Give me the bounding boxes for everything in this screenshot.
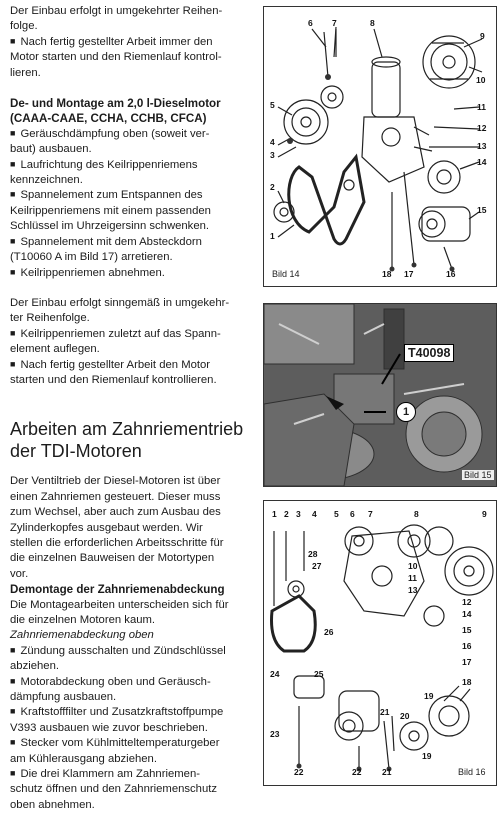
diesel-bullet-cont: Keilrippenriemens mit einem passenden — [10, 204, 211, 217]
diesel-bullet: ■ Spannelement mit dem Absteckdorn — [10, 235, 252, 250]
callout-number: 19 — [424, 691, 434, 701]
callout-number: 11 — [408, 573, 417, 583]
figure-bild-16 — [263, 500, 497, 786]
diesel-bullet-cont: (T10060 A im Bild 17) arretieren. — [10, 251, 173, 264]
section-heading-line: Arbeiten am Zahnriementrieb — [10, 419, 244, 440]
callout-number: 6 — [350, 509, 355, 519]
section-heading-line: der TDI-Motoren — [10, 441, 142, 462]
callout-number: 4 — [270, 137, 275, 147]
callout-number: 8 — [370, 18, 375, 28]
callout-number: 3 — [296, 509, 301, 519]
diesel-heading-codes: (CAAA-CAAE, CCHA, CCHB, CFCA) — [10, 112, 207, 126]
callout-number: 16 — [446, 269, 456, 279]
callout-number: 2 — [284, 509, 289, 519]
diesel-bullet-cont: baut) ausbauen. — [10, 143, 92, 156]
einbau-bullet: ■ Keilrippenriemen zuletzt auf das Spann- — [10, 327, 252, 342]
section-body — [10, 474, 252, 582]
callout-number: 1 — [272, 509, 277, 519]
diesel-bullet: ■ Laufrichtung des Keilrippenriemens — [10, 158, 252, 173]
einbau-line: ter Reihenfolge. — [10, 312, 90, 325]
callout-number: 23 — [270, 729, 280, 739]
body-line: die einzelnen Bauweisen der Motortypen — [10, 552, 215, 565]
callout-number: 18 — [382, 269, 392, 279]
callout-number: 11 — [477, 102, 486, 112]
body-line: stellen die erforderlichen Arbeitsschritte für — [10, 536, 224, 549]
body-line: Zylinderkopfes ausgebaut werden. Wir — [10, 521, 203, 534]
callout-number: 9 — [480, 31, 485, 41]
final-bullet-cont: schutz öffnen und den Zahnriemenschutz — [10, 783, 218, 796]
callout-number: 5 — [334, 509, 339, 519]
body-line: zum Wechsel, aber auch zum Ausbau des — [10, 506, 221, 519]
figure-bild-14 — [263, 6, 497, 287]
callout-number: 14 — [477, 157, 487, 167]
final-bullet-cont: am Kühlerausgang abziehen. — [10, 752, 157, 765]
callout-number: 18 — [462, 677, 472, 687]
callout-number: 13 — [408, 585, 418, 595]
diesel-heading: De- und Montage am 2,0 l-Dieselmotor — [10, 97, 221, 111]
figure-caption: Bild 14 — [272, 269, 300, 279]
intro-bullet: ■ Nach fertig gestellter Arbeit immer den — [10, 35, 252, 50]
callout-number: 1 — [270, 231, 275, 241]
callout-number: 27 — [312, 561, 322, 571]
callout-number: 17 — [404, 269, 414, 279]
callout-number: 10 — [476, 75, 486, 85]
callout-number: 14 — [462, 609, 472, 619]
final-bullet: ■ Motorabdeckung oben und Geräusch- — [10, 675, 252, 690]
diesel-bullet-cont: kennzeichnen. — [10, 174, 83, 187]
callout-circle: 1 — [396, 402, 416, 422]
callout-number: 10 — [408, 561, 418, 571]
callout-number: 3 — [270, 150, 275, 160]
demontage-line: Die Montagearbeiten unterscheiden sich für — [10, 598, 229, 611]
diesel-bullet: ■ Keilrippenriemen abnehmen. — [10, 266, 252, 281]
engine-photo — [264, 304, 496, 486]
einbau-bullet: ■ Nach fertig gestellter Arbeit den Motor — [10, 358, 252, 373]
callout-number: 5 — [270, 100, 275, 110]
body-line: einen Zahnriemen gesteuert. Dieser muss — [10, 490, 221, 503]
callout-number: 12 — [477, 123, 487, 133]
text-column — [10, 4, 252, 813]
final-bullet-cont: dämpfung ausbauen. — [10, 691, 117, 704]
callout-number: 9 — [482, 509, 487, 519]
callout-number: 2 — [270, 182, 275, 192]
diesel-bullet: ■ Spannelement zum Entspannen des — [10, 188, 252, 203]
callout-number: 20 — [400, 711, 410, 721]
callout-number: 21 — [380, 707, 390, 717]
final-bullet-cont: V393 ausbauen wie zuvor beschrieben. — [10, 721, 208, 734]
final-bullet: ■ Zündung ausschalten und Zündschlüssel — [10, 644, 252, 659]
callout-number: 21 — [382, 767, 392, 777]
figure-caption: Bild 15 — [464, 470, 492, 480]
callout-number: 13 — [477, 141, 487, 151]
diesel-block — [10, 96, 252, 281]
final-bullet: ■ Die drei Klammern am Zahnriemen- — [10, 767, 252, 782]
final-bullet: ■ Kraftstofffilter und Zusatzkraftstoffpumpe — [10, 705, 252, 720]
final-bullet: ■ Stecker vom Kühlmitteltemperaturgeber — [10, 736, 252, 751]
einbau-bullet-cont: element auflegen. — [10, 343, 100, 356]
einbau-block — [10, 296, 252, 388]
intro-line: folge. — [10, 20, 38, 33]
figure-bild-15 — [263, 303, 497, 487]
callout-number: 4 — [312, 509, 317, 519]
tool-label: T40098 — [404, 344, 454, 362]
callout-number: 16 — [462, 641, 472, 651]
callout-number: 17 — [462, 657, 472, 667]
belt-drive-exploded-diagram — [264, 7, 496, 286]
callout-number: 7 — [332, 18, 337, 28]
callout-number: 19 — [422, 751, 432, 761]
diesel-bullet-cont: Schlüssel im Uhrzeigersinn schwenken. — [10, 220, 210, 233]
einbau-bullet-cont: starten und den Riemenlauf kontrollieren. — [10, 373, 217, 386]
intro-bullet-cont: Motor starten und den Riemenlauf kontrol- — [10, 51, 222, 64]
body-line: Der Ventiltrieb der Diesel-Motoren ist über — [10, 475, 221, 488]
callout-number: 22 — [294, 767, 304, 777]
diesel-bullet: ■ Geräuschdämpfung oben (soweit ver- — [10, 127, 252, 142]
callout-number: 8 — [414, 509, 419, 519]
demontage-heading: Demontage der Zahnriemenabdeckung — [10, 583, 225, 597]
callout-number: 15 — [477, 205, 487, 215]
callout-number: 25 — [314, 669, 324, 679]
einbau-line: Der Einbau erfolgt sinngemäß in umgekehr- — [10, 296, 230, 309]
callout-number: 6 — [308, 18, 313, 28]
demontage-line: die einzelnen Motoren kaum. — [10, 614, 156, 626]
callout-number: 24 — [270, 669, 280, 679]
callout-number: 28 — [308, 549, 318, 559]
intro-line: Der Einbau erfolgt in umgekehrter Reihen- — [10, 5, 223, 17]
callout-number: 12 — [462, 597, 472, 607]
italic-subheading: Zahnriemenabdeckung oben — [10, 629, 154, 642]
intro-block — [10, 4, 252, 81]
callout-number: 7 — [368, 509, 373, 519]
callout-number: 26 — [324, 627, 334, 637]
final-bullet-cont: oben abnehmen. — [10, 798, 95, 811]
callout-number: 15 — [462, 625, 472, 635]
figure-caption: Bild 16 — [458, 767, 486, 777]
body-line: vor. — [10, 567, 29, 580]
section-heading — [10, 418, 252, 462]
final-bullet-cont: abziehen. — [10, 660, 59, 673]
intro-bullet-cont: lieren. — [10, 66, 41, 79]
callout-number: 22 — [352, 767, 362, 777]
